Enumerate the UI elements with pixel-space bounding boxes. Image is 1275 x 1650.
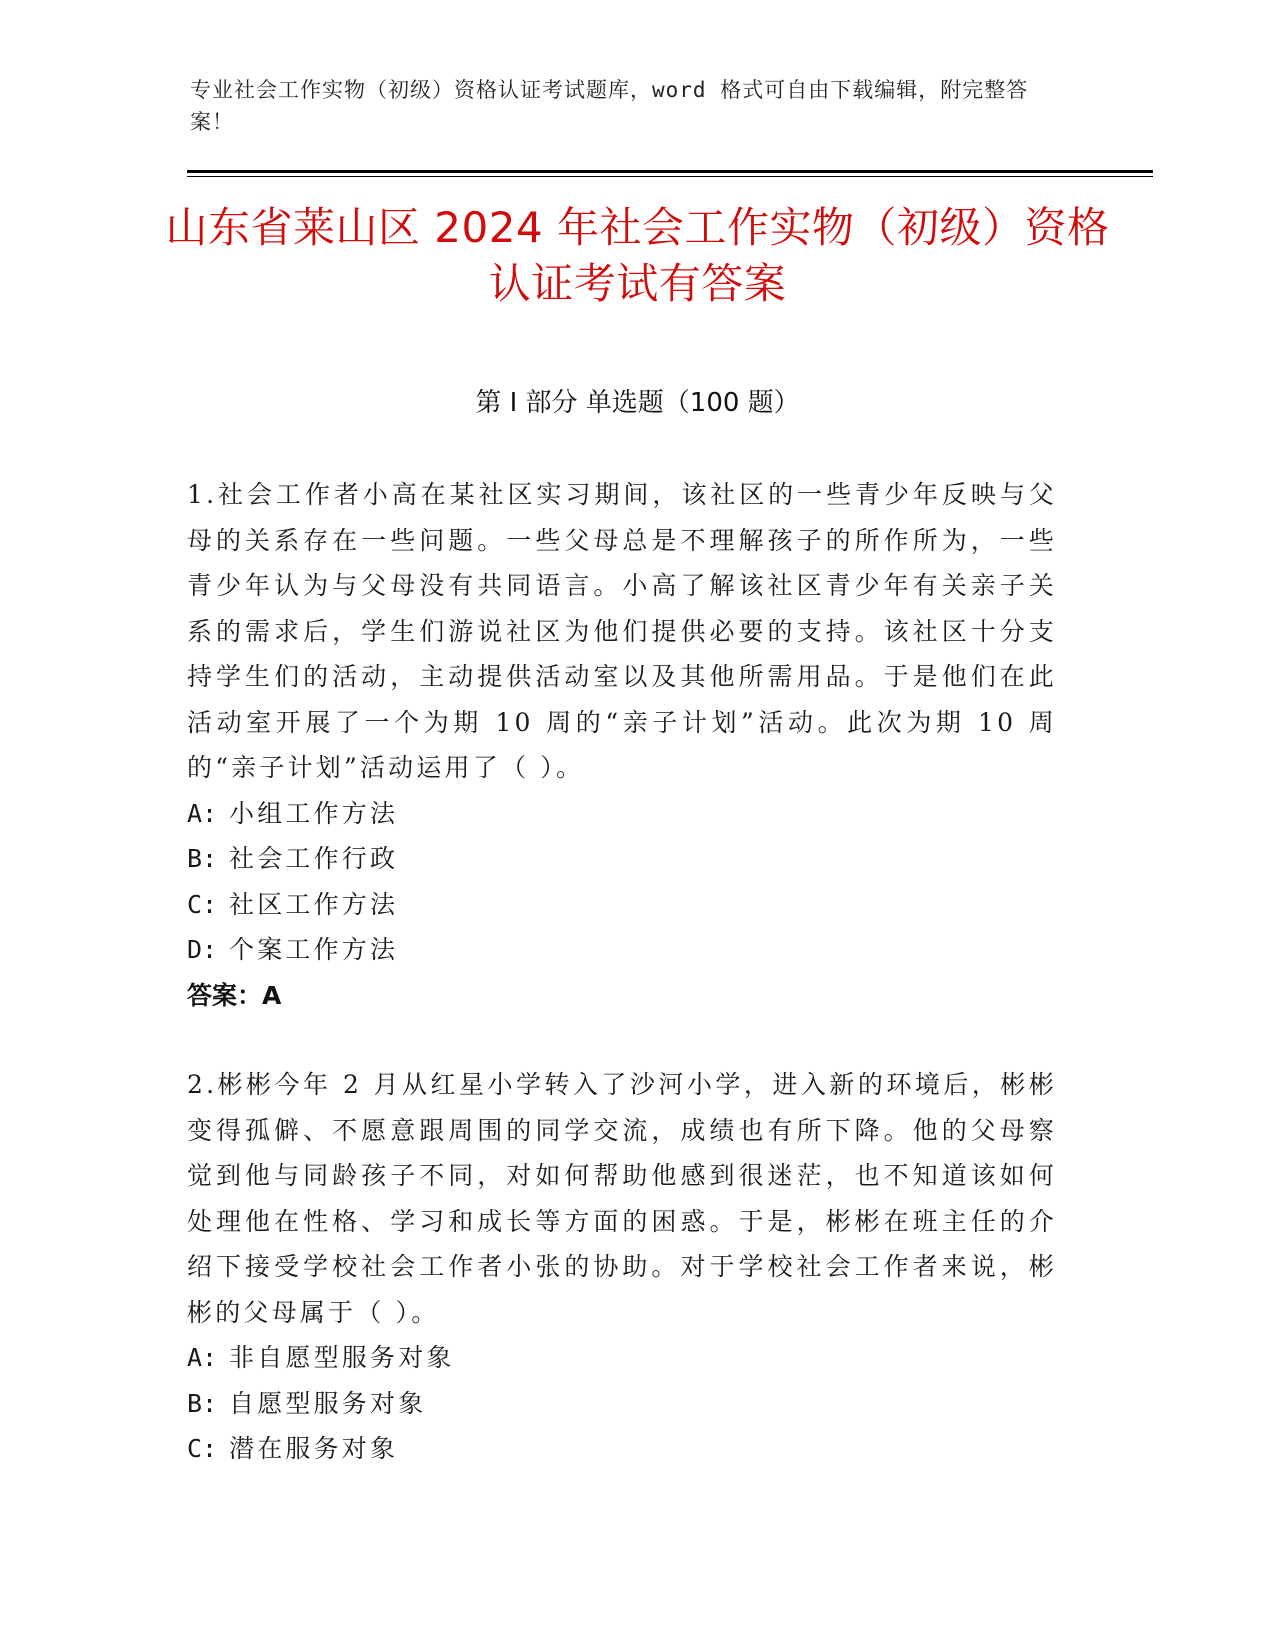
option-c xyxy=(187,882,1057,928)
question-1 xyxy=(187,472,1057,1018)
option-text: 社会工作行政 xyxy=(229,844,399,873)
option-d xyxy=(187,927,1057,973)
option-key: C: xyxy=(187,1434,218,1463)
answer-line: 答案：A xyxy=(187,980,282,1010)
option-b xyxy=(187,1381,1057,1427)
option-c xyxy=(187,1426,1057,1472)
question-stem: 1.社会工作者小高在某社区实习期间，该社区的一些青少年反映与父母的关系存在一些问题。一些父母总是不理解孩子的所作所为，一些青少年认为与父母没有共同语言。小高了解该社区青少年有关亲子关系的需求后，学生们游说社区为他们提供必要的支持。该社区十分支持学生们的活动，主动提供活动室以及其他所需用品。于是他们在此活动室开展了一个为期 10 周的“亲子计划”活动。此次为期 10 周的“亲子计划”活动运用了（ ）。 xyxy=(187,480,1057,782)
header-rule-thick xyxy=(187,170,1153,173)
option-text: 社区工作方法 xyxy=(229,889,399,919)
option-b xyxy=(187,836,1057,882)
option-key: D: xyxy=(187,935,218,964)
option-text: 自愿型服务对象 xyxy=(229,1388,427,1418)
option-a xyxy=(187,791,1057,837)
question-list xyxy=(187,472,1057,1516)
option-key: C: xyxy=(187,889,218,919)
header-rule-thin xyxy=(187,176,1153,177)
option-key: A: xyxy=(187,798,218,828)
header-note: 专业社会工作实物（初级）资格认证考试题库，word 格式可自由下载编辑，附完整答案！ xyxy=(190,78,1029,134)
option-text: 小组工作方法 xyxy=(229,798,399,828)
option-key: B: xyxy=(187,844,218,873)
option-text: 个案工作方法 xyxy=(229,935,399,964)
option-text: 潜在服务对象 xyxy=(229,1434,399,1463)
option-text: 非自愿型服务对象 xyxy=(229,1343,455,1372)
document-title: 山东省莱山区 2024 年社会工作实物（初级）资格认证考试有答案 xyxy=(165,203,1110,308)
question-2 xyxy=(187,1062,1057,1472)
question-stem: 2.彬彬今年 2 月从红星小学转入了沙河小学，进入新的环境后，彬彬变得孤僻、不愿意跟周围的同学交流，成绩也有所下降。他的父母察觉到他与同龄孩子不同，对如何帮助他感到很迷茫，也不知道该如何处理他在性格、学习和成长等方面的困惑。于是，彬彬在班主任的介绍下接受学校社会工作者小张的协助。对于学校社会工作者来说，彬彬的父母属于（ ）。 xyxy=(187,1070,1057,1327)
option-a xyxy=(187,1335,1057,1381)
section-heading: 第 I 部分 单选题（100 题） xyxy=(475,388,800,418)
option-key: A: xyxy=(187,1343,218,1372)
option-key: B: xyxy=(187,1388,218,1418)
